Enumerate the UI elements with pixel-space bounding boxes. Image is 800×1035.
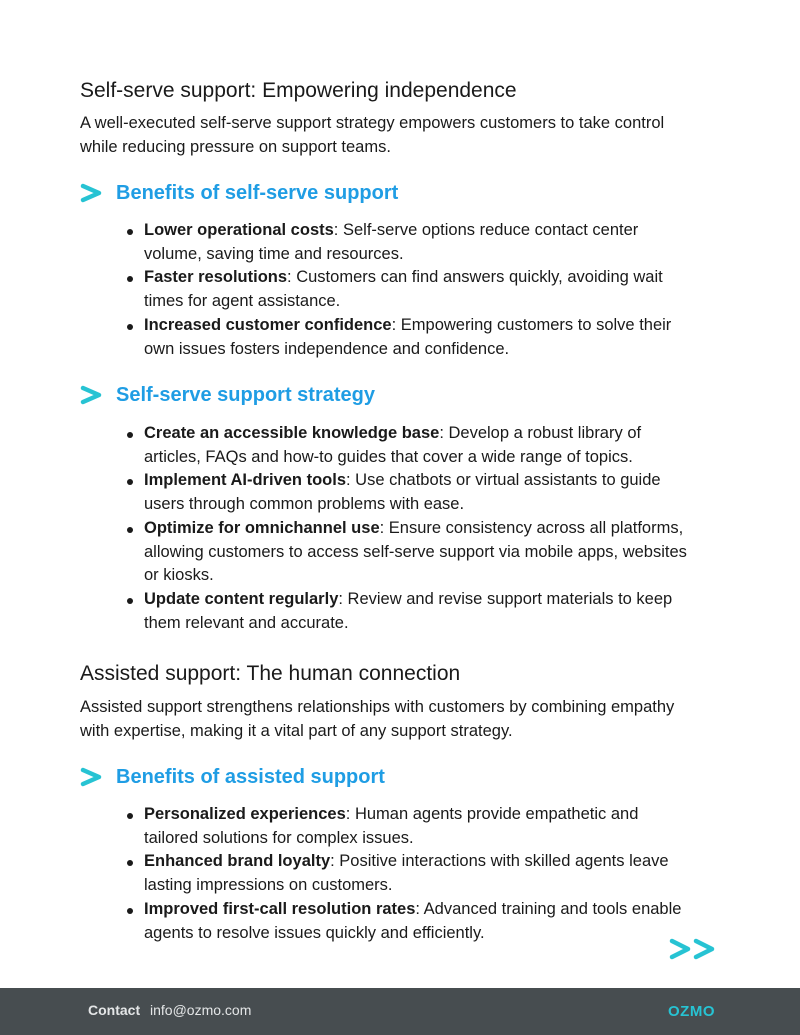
- chevron-right-icon: [80, 183, 104, 203]
- subheading-self-serve-strategy: [80, 381, 375, 409]
- list-item: [124, 517, 694, 588]
- subheading-text: Self-serve support strategy: [116, 383, 375, 406]
- bullet-list: [124, 422, 694, 635]
- item-text: : Empowering customers to solve their own issues fosters independence and confidence.: [144, 315, 672, 358]
- item-text: : Review and revise support materials to keep them relevant and accurate.: [144, 589, 673, 632]
- intro-line: Assisted support strengthens relationships with customers by combining empathy: [80, 698, 675, 716]
- item-term: Enhanced brand loyalty: [144, 852, 331, 871]
- list-item: [124, 469, 694, 516]
- item-text: : Self-serve options reduce contact center volume, saving time and resources.: [144, 221, 639, 263]
- item-text: : Develop a robust library of articles, FAQs and how-to guides that cover a wide range of topics.: [144, 424, 642, 466]
- subheading-benefits-self-serve: [80, 179, 398, 207]
- section-intro: [80, 695, 720, 743]
- item-term: Lower operational costs: [144, 221, 334, 239]
- item-term: Improved first-call resolution rates: [144, 899, 416, 918]
- item-text: : Ensure consistency across all platforms, allowing customers to access self-serve support via mobile apps, websites or kiosks.: [144, 518, 687, 585]
- chevron-right-icon: [80, 767, 104, 787]
- subheading-text: Benefits of self-serve support: [116, 181, 399, 204]
- item-term: Implement AI-driven tools: [144, 471, 346, 490]
- intro-line: with expertise, making it a vital part of any support strategy.: [80, 722, 513, 740]
- item-term: Faster resolutions: [144, 268, 288, 287]
- list-item: [124, 422, 694, 469]
- item-text: : Advanced training and tools enable agents to resolve issues quickly and efficiently.: [144, 899, 682, 942]
- item-term: Update content regularly: [144, 589, 339, 608]
- list-item: [124, 803, 694, 850]
- section-intro: [80, 111, 720, 159]
- footer: [0, 988, 800, 1035]
- intro-line: while reducing pressure on support teams.: [80, 138, 391, 156]
- section-title: Assisted support: The human connection: [80, 662, 461, 685]
- list-item: [124, 850, 694, 897]
- item-text: : Use chatbots or virtual assistants to guide users through common problems with ease.: [144, 471, 661, 514]
- list-item: [124, 219, 694, 266]
- item-text: : Customers can find answers quickly, avoiding wait times for agent assistance.: [144, 268, 663, 311]
- bullet-list: [124, 803, 694, 945]
- subheading-text: Benefits of assisted support: [116, 765, 385, 788]
- contact-label: Contact: [88, 1002, 141, 1018]
- chevron-right-icon: [80, 385, 104, 405]
- item-text: : Human agents provide empathetic and tailored solutions for complex issues.: [144, 805, 639, 847]
- list-item: [124, 266, 694, 313]
- subheading-benefits-assisted: [80, 763, 385, 791]
- bullet-list: [124, 219, 694, 361]
- item-term: Personalized experiences: [144, 805, 346, 823]
- list-item: [124, 588, 694, 635]
- section-title: Self-serve support: Empowering independence: [80, 79, 517, 102]
- item-text: : Positive interactions with skilled agents leave lasting impressions on customers.: [144, 852, 669, 895]
- intro-line: A well-executed self-serve support strategy empowers customers to take control: [80, 114, 665, 132]
- contact-email-link[interactable]: info@ozmo.com: [150, 1002, 252, 1018]
- item-term: Create an accessible knowledge base: [144, 424, 440, 442]
- item-term: Optimize for omnichannel use: [144, 518, 380, 537]
- list-item: [124, 314, 694, 361]
- ozmo-logo: OZMO: [668, 1003, 715, 1020]
- footer-contact: [88, 1002, 251, 1018]
- list-item: [124, 898, 694, 945]
- item-term: Increased customer confidence: [144, 315, 392, 334]
- double-chevron-icon: [668, 937, 720, 961]
